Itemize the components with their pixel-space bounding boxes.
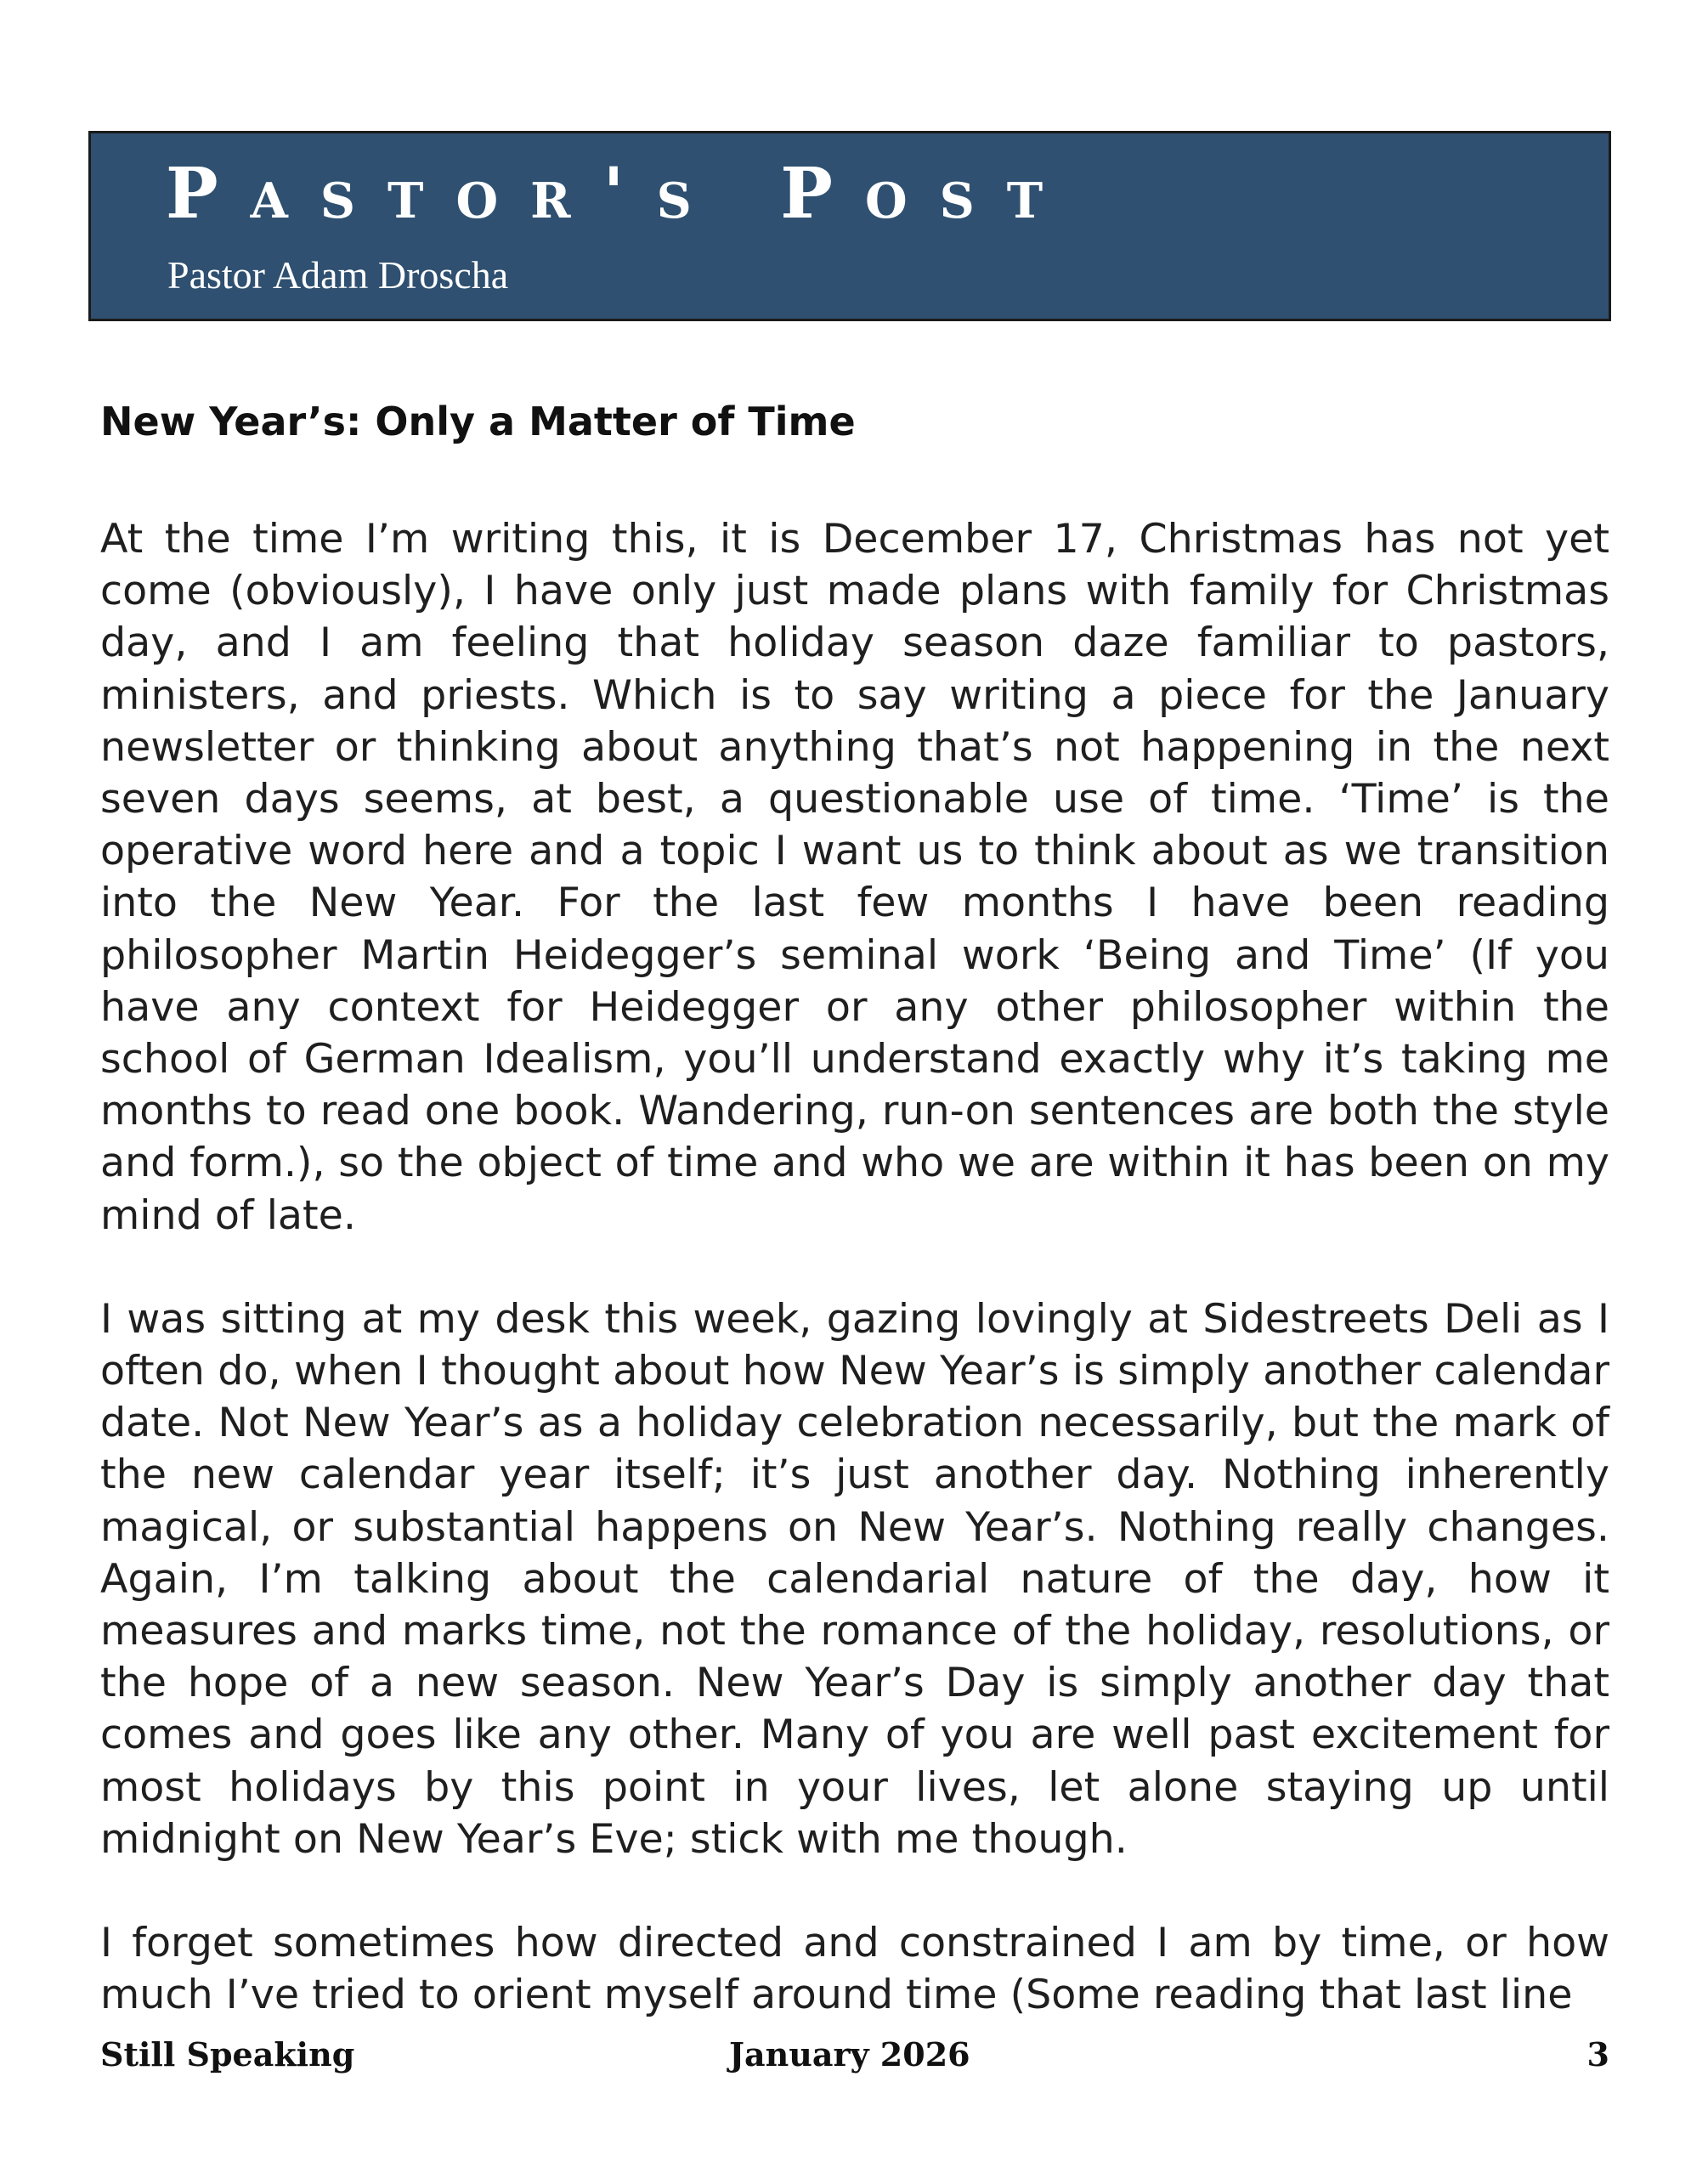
footer-date: January 2026: [729, 2035, 970, 2074]
article-headline: New Year’s: Only a Matter of Time: [100, 399, 856, 444]
page-footer: [100, 2035, 1609, 2086]
banner-author: Pastor Adam Droscha: [167, 253, 509, 297]
article-paragraph-1: At the time I’m writing this, it is December 17, Christmas has not yet come (obviously), I have only just made plans with family for Christmas day, and I am feeling that holiday season daze familiar to pastors, ministers, and priests. Which is to say writing a piece for the January newsletter or thinking about anything that’s not happening in the next seven days seems, at best, a questionable use of time. ‘Time’ is the operative word here and a topic I want us to think about as we transition into the New Year. For the last few months I have been reading philosopher Martin Heidegger’s seminal work ‘Being and Time’ (If you have any context for Heidegger or any other philosopher within the school of German Idealism, you’ll understand exactly why it’s taking me months to read one book. Wandering, run-on sentences are both the style and form.), so the object of time and who we are within it has been on my mind of late.: [100, 516, 1609, 1239]
footer-page-number: 3: [1586, 2035, 1609, 2074]
footer-publication: Still Speaking: [100, 2035, 355, 2074]
article-paragraph-3: I forget sometimes how directed and constrained I am by time, or how much I’ve tried to orient myself around time (Some reading that last line: [100, 1920, 1609, 2019]
pastors-post-banner: [88, 131, 1611, 321]
article-paragraph-2: I was sitting at my desk this week, gazing lovingly at Sidestreets Deli as I often do, when I thought about how New Year’s is simply another calendar date. Not New Year’s as a holiday celebration necessarily, but the mark of the new calendar year itself; it’s just another day. Nothing inherently magical, or substantial happens on New Year’s. Nothing really changes. Again, I’m talking about the calendarial nature of the day, how it measures and marks time, not the romance of the holiday, resolutions, or the hope of a new season. New Year’s Day is simply another day that comes and goes like any other. Many of you are well past excitement for most holidays by this point in your lives, let alone staying up until midnight on New Year’s Eve; stick with me though.: [100, 1295, 1609, 1863]
article: [100, 396, 1609, 2073]
banner-title: Pastor's Post: [166, 153, 1076, 235]
